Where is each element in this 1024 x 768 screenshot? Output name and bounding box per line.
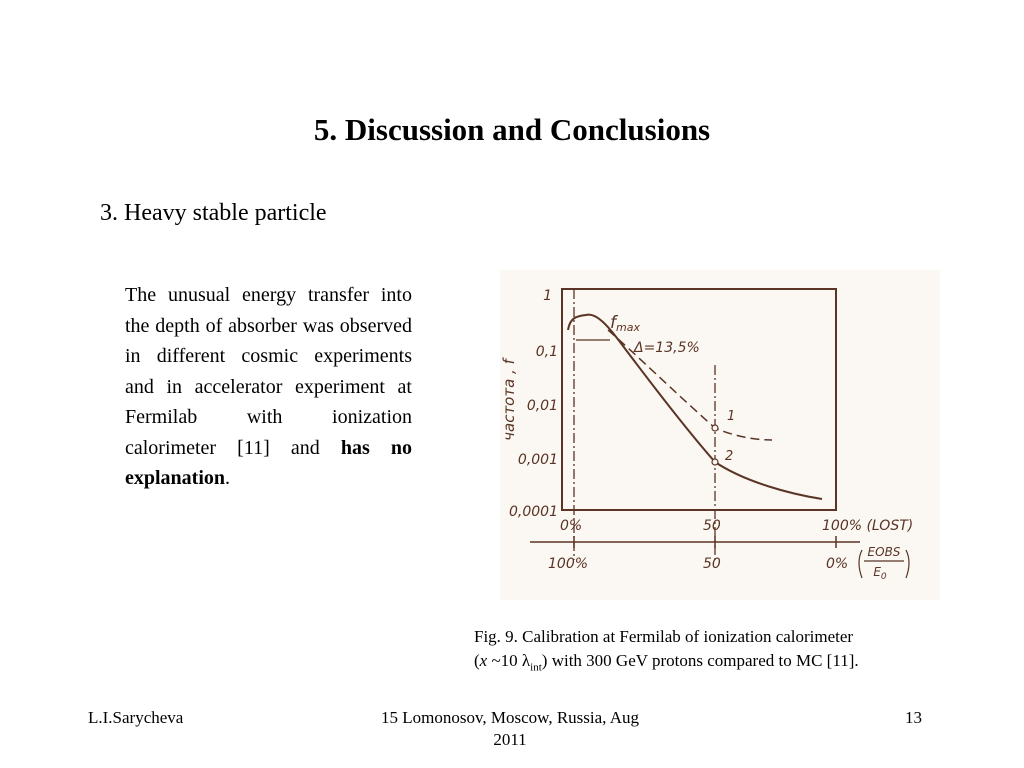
calibration-figure bbox=[500, 270, 940, 600]
body-text-start: The unusual energy transfer into the depth of absorber was observed in different cosmic experiments and in accelerator experiment at Fermilab with ionization calorimeter [11] and bbox=[125, 284, 412, 459]
caption-subscript: int bbox=[530, 661, 542, 674]
footer-event-line-2: 2011 bbox=[493, 730, 527, 749]
figure-graphic bbox=[500, 270, 940, 600]
x-top-tick-label: 0% bbox=[560, 518, 583, 534]
point-2 bbox=[712, 459, 718, 465]
x-bottom-tick-label: 50 bbox=[703, 556, 721, 572]
caption-line-2: (x ~10 $\lambda_{int}$) with 300 GeV protons compared to MC [11]. bbox=[474, 651, 859, 674]
figure-caption bbox=[474, 625, 944, 679]
slide-subtitle: 3. Heavy stable particle bbox=[100, 200, 327, 226]
footer-page-number: 13 bbox=[905, 708, 922, 727]
x-top-tick-label: 100% (LOST) bbox=[822, 518, 914, 534]
body-paragraph bbox=[125, 280, 412, 494]
x-bottom-tick-label: 100% bbox=[548, 556, 589, 572]
footer-event bbox=[340, 707, 680, 751]
footer-author: L.I.Sarycheva bbox=[88, 708, 184, 727]
fraction-denominator: $E_0$ bbox=[873, 565, 887, 582]
curve-1-label: 1 bbox=[727, 409, 736, 424]
body-text-end: . bbox=[225, 467, 231, 489]
y-tick-label: 1 bbox=[543, 288, 552, 304]
curve-2-label: 2 bbox=[725, 449, 734, 464]
slide-title: 5. Discussion and Conclusions bbox=[313, 112, 711, 147]
x-bottom-tick-label: 0% bbox=[826, 556, 849, 572]
fmax-label: fmax bbox=[610, 313, 640, 334]
y-tick-label: 0,0001 bbox=[509, 504, 558, 520]
delta-label: Δ=13,5% bbox=[634, 340, 700, 356]
caption-line-1: Fig. 9. Calibration at Fermilab of ionization calorimeter bbox=[474, 627, 854, 646]
x-top-tick-label: 50 bbox=[703, 518, 721, 534]
y-tick-label: 0,01 bbox=[526, 398, 558, 414]
fraction-numerator: EOBS bbox=[867, 545, 901, 559]
y-tick-label: 0,001 bbox=[517, 452, 558, 468]
body-text-bold: has no explanation bbox=[125, 436, 413, 489]
footer-event-line-1: 15 Lomonosov, Moscow, Russia, Aug bbox=[381, 708, 639, 727]
y-tick-label: 0,1 bbox=[535, 344, 558, 360]
y-axis-label: частота , f bbox=[500, 359, 518, 441]
point-1 bbox=[712, 425, 718, 431]
caption-x: x bbox=[479, 651, 488, 670]
